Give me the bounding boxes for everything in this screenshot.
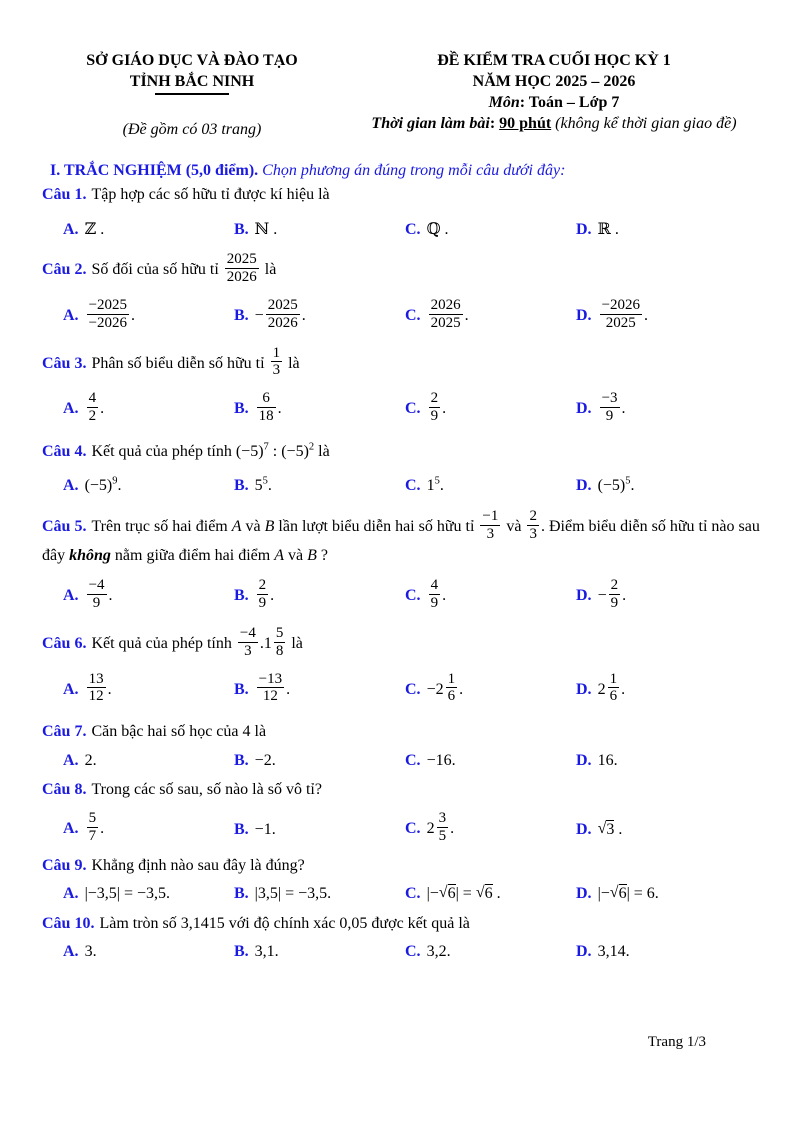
option-c[interactable] [405,219,576,240]
option-b[interactable] [234,392,405,427]
question-text [42,720,766,744]
question-text [42,778,766,802]
fraction: $\frac{-4}{9}$ [88,577,105,612]
text-run: . [286,680,291,698]
option-c[interactable] [405,392,576,427]
exponent: 5 [262,475,268,487]
text-run: ℤ . [84,220,105,238]
text-run: là [284,354,300,372]
option-letter: C. [405,307,421,324]
option-d[interactable] [576,219,766,240]
text-run: 2. [84,751,97,769]
text-run: Kết quả của phép tính (−5) [91,442,264,460]
question-label: Câu 9. [42,856,87,874]
text-run: . [630,477,635,495]
square-root: √3 [597,819,615,838]
exponent: 5 [434,475,440,487]
question-options [42,883,766,905]
option-a[interactable] [63,941,234,962]
option-d[interactable] [576,670,766,708]
text-run: ℕ . [254,220,278,238]
authority-line1: SỞ GIÁO DỤC VÀ ĐÀO TẠO [86,52,298,69]
text-run: . [267,477,272,495]
text-run: . [621,680,626,698]
fraction: $\frac{-2026}{2025}$ [601,297,641,331]
option-letter: D. [576,680,592,698]
authority-line2: TỈNH BẮC NINH [129,73,255,91]
question-options [42,299,766,334]
exam-header [42,50,766,140]
question-text [42,253,766,288]
text-run: (−5) [84,477,113,495]
questions-list [42,183,766,962]
question-options [42,392,766,427]
option-letter: B. [234,751,249,769]
text-run: . [450,820,455,838]
fraction: $\frac{4}{2}$ [88,390,97,425]
text-run: B [307,547,317,565]
header-underline-rule [155,93,229,95]
option-letter: D. [576,400,592,418]
text-run: 16. [597,751,618,769]
fraction: $\frac{13}{12}$ [88,670,104,705]
text-run: A [231,517,242,535]
option-letter: B. [234,400,249,418]
question-label: Câu 5. [42,517,87,535]
text-run: . [459,680,464,698]
option-letter: B. [234,680,249,698]
text-run: Trong các số sau, số nào là số vô tỉ? [91,781,322,799]
option-c[interactable] [405,941,576,962]
text-run: ? [316,547,328,565]
text-run: Kết quả của phép tính [91,634,236,652]
question-text [42,854,766,878]
option-d[interactable] [576,750,766,771]
fraction: $\frac{3}{5}$ [438,810,447,844]
option-letter: B. [234,307,249,324]
text-run: |− [597,885,610,903]
option-d[interactable] [576,579,766,614]
square-root: √6 [475,884,493,903]
option-b[interactable] [234,670,405,708]
option-d[interactable] [576,392,766,427]
question-text [42,912,766,936]
question-label: Câu 10. [42,914,95,932]
option-a[interactable] [63,670,234,708]
option-letter: C. [405,680,421,698]
option-letter: D. [576,943,592,961]
text-run: 3. [84,943,97,961]
option-letter: A. [63,587,79,605]
fraction: $\frac{2}{9}$ [430,390,439,425]
text-run: Số đối của số hữu tỉ [91,261,223,279]
question-1 [42,183,766,240]
square-root: √6 [438,884,456,903]
text-run: .1 [259,634,272,652]
option-letter: A. [63,820,79,838]
question-label: Câu 8. [42,781,87,799]
text-run: Trên trục số hai điểm [91,517,232,535]
option-letter: A. [63,680,79,698]
text-run: . [464,307,469,324]
option-letter: D. [576,820,592,838]
option-b[interactable] [234,883,405,904]
fraction: $\frac{1}{6}$ [447,670,456,705]
school-year: NĂM HỌC 2025 – 2026 [472,73,636,91]
text-run: 2 [426,820,435,838]
option-letter: D. [576,220,592,238]
option-d[interactable] [576,883,766,904]
option-a[interactable] [63,812,234,847]
text-run: . [117,477,122,495]
question-text [42,344,766,382]
question-5 [42,507,766,614]
text-run: nằm giữa điểm hai điểm [110,547,275,565]
option-a[interactable] [63,750,234,771]
question-options [42,670,766,708]
option-letter: A. [63,885,79,903]
option-letter: C. [405,820,421,838]
question-options [42,475,766,497]
option-b[interactable] [234,475,405,496]
option-d[interactable] [576,299,766,334]
question-10 [42,912,766,963]
section-heading [42,160,766,181]
fraction: $\frac{2026}{2025}$ [430,297,461,331]
text-run: 3,14. [597,943,630,961]
time-value: 90 phút [499,115,552,133]
option-letter: B. [234,943,249,961]
text-run: và [502,517,526,535]
text-run: |3,5| = −3,5. [254,885,332,903]
option-c[interactable] [405,299,576,334]
text-run: |−3,5| = −3,5. [84,885,171,903]
question-text [42,507,766,569]
text-run: lần lượt biểu diễn hai số hữu tỉ [274,517,479,535]
text-run: . [442,400,447,418]
option-letter: C. [405,751,421,769]
fraction: $\frac{5}{7}$ [88,810,97,844]
question-6 [42,627,766,707]
option-letter: A. [63,400,79,418]
time-label: Thời gian làm bài [371,115,490,133]
question-options [42,941,766,963]
question-label: Câu 3. [42,354,87,372]
text-run: . [492,885,501,903]
page-number: Trang 1/3 [647,1034,706,1050]
text-run: 3,2. [426,943,451,961]
text-run: . [301,307,306,324]
text-run: là [260,261,277,279]
fraction: $\frac{6}{18}$ [258,390,274,425]
option-letter: B. [234,587,249,605]
text-run: 2 [597,680,606,698]
text-run: ℚ . [426,220,449,238]
text-run: − [254,307,264,324]
option-letter: A. [63,477,79,495]
option-b[interactable] [234,941,405,962]
text-run: không [69,547,111,565]
option-letter: A. [63,751,79,769]
option-letter: D. [576,307,592,324]
question-options [42,749,766,771]
subject-label: Môn [488,94,520,112]
option-a[interactable] [63,392,234,427]
text-run: B [264,517,275,535]
text-run: và [283,547,308,565]
text-run: là [287,634,303,652]
option-b[interactable] [234,750,405,771]
text-run: Phân số biểu diễn số hữu tỉ [91,354,269,372]
question-label: Câu 7. [42,723,87,741]
fraction: $\frac{2}{9}$ [258,577,267,612]
option-a[interactable] [63,883,234,904]
question-label: Câu 6. [42,634,87,652]
option-a[interactable] [63,475,234,496]
option-d[interactable] [576,941,766,962]
text-run: . [622,587,627,605]
option-d[interactable] [576,819,766,840]
text-run: . [108,587,113,605]
option-c[interactable] [405,883,576,904]
pages-note: (Đề gồm có 03 trang) [122,121,262,139]
question-label: Câu 4. [42,442,87,460]
fraction: $\frac{-3}{9}$ [601,390,618,425]
option-letter: C. [405,220,421,238]
option-letter: C. [405,400,421,418]
text-run: . [270,587,275,605]
fraction: $\frac{-2025}{-2026}$ [88,297,128,331]
text-run: . [439,477,444,495]
section-instruction: Chọn phương án đúng trong mỗi câu dưới đây: [258,162,566,180]
time-note: (không kể thời gian giao đề) [551,115,737,133]
exponent: 5 [625,475,631,487]
option-d[interactable] [576,475,766,496]
fraction: $\frac{4}{9}$ [430,577,439,612]
text-run: Căn bậc hai số học của 4 là [91,723,267,741]
question-7 [42,720,766,771]
text-run: . [107,680,112,698]
option-b[interactable] [234,219,405,240]
option-b[interactable] [234,819,405,840]
text-run: và [241,517,265,535]
text-run: . [277,400,282,418]
text-run: A [274,547,284,565]
option-c[interactable] [405,475,576,496]
text-run: 3,1. [254,943,279,961]
option-letter: D. [576,885,592,903]
exam-title-block [342,50,766,140]
question-options [42,218,766,240]
time-line [342,113,766,134]
fraction: $\frac{2025}{2026}$ [226,251,257,286]
fraction: $\frac{1}{3}$ [272,344,281,379]
option-letter: C. [405,943,421,961]
option-letter: B. [234,220,249,238]
issuing-authority-block [42,50,342,140]
exponent: 7 [263,441,269,453]
time-separator: : [489,115,500,133]
text-run: : (−5) [268,442,309,460]
option-c[interactable] [405,750,576,771]
question-text [42,183,766,207]
text-run: . [442,587,447,605]
text-run: ℝ . [597,220,619,238]
text-run: . [100,820,105,838]
text-run: . [614,820,623,838]
text-run: . [131,307,136,324]
question-label: Câu 1. [42,186,87,204]
fraction: $\frac{5}{8}$ [275,625,284,659]
text-run: (−5) [597,477,626,495]
fraction: $\frac{-4}{3}$ [239,625,256,659]
text-run: −1. [254,820,276,838]
question-options [42,579,766,614]
question-3 [42,344,766,427]
text-run: −16. [426,751,456,769]
option-letter: A. [63,220,79,238]
square-root: √6 [609,884,627,903]
text-run: | = 6. [626,885,659,903]
text-run: −2 [426,680,444,698]
subject-value: : Toán – Lớp 7 [519,94,620,112]
option-letter: D. [576,477,592,495]
text-run: . [644,307,649,324]
text-run: Tập hợp các số hữu tỉ được kí hiệu là [91,186,330,204]
option-letter: C. [405,885,421,903]
option-letter: D. [576,587,592,605]
question-8 [42,778,766,847]
exponent: 9 [112,475,118,487]
fraction: $\frac{1}{6}$ [609,670,618,705]
option-letter: C. [405,477,421,495]
question-text [42,627,766,662]
option-letter: D. [576,751,592,769]
exam-title: ĐỀ KIỂM TRA CUỐI HỌC KỲ 1 [437,52,671,69]
question-options [42,812,766,847]
option-letter: B. [234,820,249,838]
option-a[interactable] [63,579,234,614]
fraction: $\frac{-1}{3}$ [482,507,499,542]
option-c[interactable] [405,670,576,708]
question-4 [42,440,766,497]
subject-line [342,92,766,113]
text-run: . [621,400,626,418]
text-run: . Điểm biểu diễn số hữu tỉ nào sau đây [42,517,760,565]
question-label: Câu 2. [42,261,87,279]
text-run: Khẳng định nào sau đây là đúng? [91,856,305,874]
option-b[interactable] [234,299,405,334]
option-letter: B. [234,885,249,903]
question-9 [42,854,766,905]
section-title: I. TRẮC NGHIỆM (5,0 điểm). [50,162,259,180]
fraction: $\frac{2025}{2026}$ [267,297,298,331]
option-a[interactable] [63,219,234,240]
text-run: −2. [254,751,276,769]
option-letter: A. [63,307,79,324]
option-letter: C. [405,587,421,605]
fraction: $\frac{2}{3}$ [529,507,537,542]
text-run: 5 [254,477,263,495]
text-run: Làm tròn số 3,1415 với độ chính xác 0,05 được kết quả là [99,914,470,932]
option-letter: A. [63,943,79,961]
question-2 [42,253,766,333]
fraction: $\frac{2}{9}$ [610,577,619,612]
option-a[interactable] [63,299,234,334]
text-run: . [100,400,105,418]
exponent: 2 [308,441,315,453]
option-letter: B. [234,477,249,495]
fraction: $\frac{-13}{12}$ [258,670,283,705]
text-run: | = [455,885,476,903]
option-c[interactable] [405,579,576,614]
text-run: |− [426,885,439,903]
option-b[interactable] [234,579,405,614]
text-run: 1 [426,477,435,495]
text-run: − [597,587,607,605]
text-run: là [314,442,330,460]
option-c[interactable] [405,812,576,847]
question-text [42,440,766,464]
